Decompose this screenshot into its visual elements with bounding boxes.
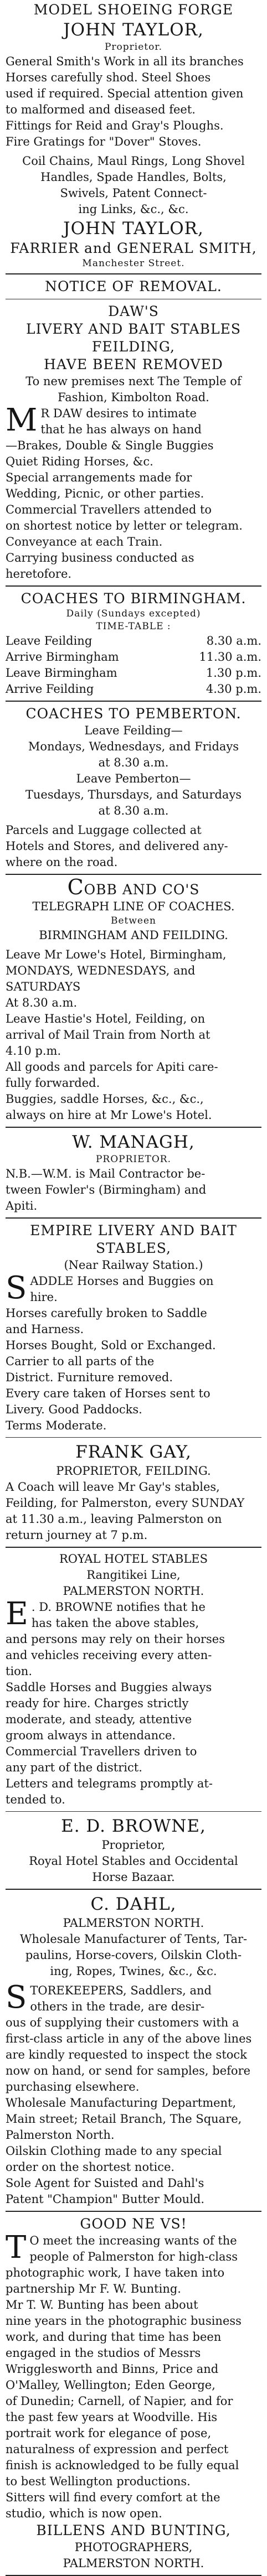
text-line: to malformed and diseased feet. (6, 103, 196, 116)
timetable-row (6, 665, 261, 681)
billens-trade: PHOTOGRAPHERS, (74, 2541, 193, 2554)
cobb-and-co-ad (6, 875, 261, 1123)
text-line: at 8.30 a.m. (98, 804, 169, 817)
divider (6, 585, 261, 587)
drop-cap: M (6, 402, 38, 438)
daws-heading-3: FEILDING, (92, 339, 175, 355)
text-line: purchasing elsewhere. (6, 2080, 140, 2093)
text-line: Every care taken of Horses sent to (6, 1387, 210, 1400)
text-line: ous of supplying their customers with a (6, 2016, 239, 2029)
divider (6, 1889, 261, 1890)
cobb-between: Between (110, 915, 156, 926)
forge-proprietor-name: JOHN TAYLOR, (63, 20, 204, 40)
text-line: used if required. Special attention given (6, 87, 244, 100)
text-line: TOREKEEPERS, Saddlers, and (30, 1984, 212, 1997)
divider (6, 1547, 261, 1548)
royal-hotel-stables-ad (6, 1551, 261, 1885)
divider (6, 1217, 261, 1219)
text-line: return journey at 7 p.m. (6, 1528, 148, 1542)
text-line: Mondays, Wednesdays, and Fridays (28, 740, 239, 753)
timetable-time: 4.30 p.m. (206, 682, 261, 696)
text-line: finish is acknowledged to be fully equal (6, 2459, 239, 2472)
text-line: has taken the above stables, (31, 1616, 199, 1630)
text-line: Tuesdays, Thursdays, and Saturdays (25, 788, 242, 801)
text-line: Coil Chains, Maul Rings, Long Shovel (22, 154, 245, 168)
text-line: are kindly requested to inspect the stock (6, 2048, 247, 2061)
billens-name: BILLENS AND BUNTING, (36, 2522, 231, 2538)
text-line: studio, which is now open. (6, 2507, 162, 2520)
dahl-body (6, 2095, 261, 2207)
text-line: tion. (6, 1665, 32, 1678)
divider (6, 701, 261, 702)
text-line: Fittings for Reid and Gray's Ploughs. (6, 119, 224, 132)
text-line: At 8.30 a.m. (6, 996, 78, 1009)
dahl-town: PALMERSTON NORTH. (63, 1916, 204, 1930)
text-line: heretofore. (6, 567, 72, 580)
royal-body (6, 1680, 261, 1808)
text-line: Wholesale Manufacturer of Tents, Tar- (19, 1932, 248, 1946)
good-news-intro (6, 2230, 261, 2297)
text-line: Horse Bazaar. (92, 1870, 175, 1884)
text-line: General Smith's Work in all its branches (6, 55, 244, 68)
timetable-label: TIME-TABLE : (96, 621, 171, 632)
text-line: Fire Gratings for "Dover" Stoves. (6, 135, 202, 148)
pemberton-schedule (6, 723, 261, 819)
text-line: Terms Moderate. (6, 1419, 107, 1432)
text-line: tended to. (6, 1793, 65, 1806)
text-line: naturalness of expression and perfect (6, 2443, 229, 2456)
daws-livery-ad (6, 278, 261, 582)
text-line: SATURDAYS (6, 980, 81, 993)
text-line: the past few years at Woodville. His (6, 2411, 218, 2424)
cobb-heading-2: TELEGRAPH LINE OF COACHES. (32, 900, 235, 913)
drop-cap: E (6, 1596, 28, 1632)
cobb-heading (6, 875, 261, 899)
drop-cap: C (67, 875, 84, 899)
text-line: Letters and telegrams promptly at- (6, 1777, 213, 1790)
dahl-ad (6, 1893, 261, 2207)
dahl-name: C. DAHL, (90, 1894, 177, 1914)
text-line: moderate, and steady, attentive (6, 1713, 192, 1726)
text-line: arrival of Mail Train from North at (6, 1028, 210, 1041)
text-line: always on hire at Mr Lowe's Hotel. (6, 1108, 212, 1122)
text-line: R DAW desires to intimate (40, 407, 197, 420)
text-line: Wholesale Manufacturing Department, (6, 2096, 237, 2109)
managh-body (6, 1166, 261, 1214)
empire-heading-2: STABLES, (96, 1240, 171, 1256)
timetable-place: Arrive Birmingham (6, 650, 119, 664)
text-line: Leave Pemberton— (76, 772, 191, 785)
text-line: Apiti. (6, 1199, 38, 1212)
divider (6, 2211, 261, 2212)
text-line: Sole Agent for Suisted and Dahl's (6, 2176, 204, 2190)
text-line: any part of the district. (6, 1761, 142, 1774)
text-line: Leave Mr Lowe's Hotel, Birmingham, (6, 948, 227, 961)
timetable-row (6, 681, 261, 697)
text-line: portrait work for elegance of pose, (6, 2427, 212, 2440)
royal-sub-1: Rangitikei Line, (86, 1568, 181, 1582)
royal-proprietor-name: E. D. BROWNE, (61, 1816, 206, 1836)
text-line: that he has always on hand (40, 423, 202, 436)
text-line: tween Fowler's (Birmingham) and (6, 1183, 207, 1196)
managh-name: W. MANAGH, (72, 1132, 195, 1152)
empire-body (6, 1305, 261, 1434)
text-line: nine years in the photographic business (6, 2314, 242, 2328)
text-line: O'Malley, Wellington; Eden George, (6, 2378, 215, 2392)
forge-trade: FARRIER and GENERAL SMITH, (10, 240, 257, 256)
royal-footer (6, 1853, 261, 1885)
forge-services (6, 54, 261, 150)
forge-proprietor-title: Proprietor. (104, 42, 163, 53)
forge-address: Manchester Street. (82, 258, 185, 269)
timetable-time: 11.30 a.m. (199, 650, 261, 664)
text-line: MONDAYS, WEDNESDAYS, and (6, 964, 196, 977)
timetable-place: Arrive Feilding (6, 682, 94, 696)
managh-ad (6, 1131, 261, 1214)
managh-title: PROPRIETOR. (95, 1154, 172, 1165)
text-line: All goods and parcels for Apiti care- (6, 1060, 218, 1074)
coaches-birmingham-ad (6, 590, 261, 697)
text-line: Leave Hastie's Hotel, Feilding, on (6, 1012, 206, 1025)
text-line: Quiet Riding Horses, &c. (6, 455, 153, 468)
text-line: where on the road. (6, 856, 118, 869)
text-line: Feilding, for Palmerston, every SUNDAY (6, 1496, 245, 1510)
text-line: O meet the increasing wants of the (29, 2234, 237, 2247)
model-shoeing-forge-ad (6, 1, 261, 270)
text-line: . D. BROWNE notifies that he (31, 1600, 206, 1614)
daws-sub-2: Fashion, Kimbolton Road. (58, 391, 209, 404)
text-line: Commercial Travellers driven to (6, 1745, 197, 1758)
text-line: Main street; Retail Branch, The Square, (6, 2112, 242, 2126)
text-line: groom always in attendance. (6, 1729, 176, 1742)
royal-intro (6, 1596, 261, 1680)
coaches-pemberton-heading: COACHES TO PEMBERTON. (25, 706, 242, 722)
pemberton-footer (6, 822, 261, 870)
daws-heading: DAW'S (108, 303, 159, 319)
timetable-time: 1.30 p.m. (206, 666, 261, 680)
royal-sub-2: PALMERSTON NORTH. (63, 1584, 204, 1598)
empire-intro (6, 1270, 261, 1306)
drop-cap: S (6, 1979, 27, 2015)
coaches-birmingham-heading: COACHES TO BIRMINGHAM. (20, 590, 247, 607)
text-line: work, and during that time has been (6, 2330, 222, 2344)
text-line: Hotels and Stores, and delivered any- (6, 839, 228, 853)
cobb-body (6, 947, 261, 1123)
drop-cap: S (6, 1270, 27, 1306)
text-line: Sitters will find every comfort at the (6, 2491, 220, 2504)
coaches-pemberton-ad (6, 705, 261, 870)
text-line: and Harness. (6, 1323, 84, 1336)
text-line: fully forwarded. (6, 1076, 100, 1090)
text-line: partnership Mr F. W. Bunting. (6, 2282, 181, 2295)
text-line: Commercial Travellers attended to (6, 503, 212, 516)
text-line: ready for hire. Charges strictly (6, 1697, 189, 1710)
cobb-heading-text: OBB AND CO'S (84, 882, 200, 898)
empire-livery-ad (6, 1222, 261, 1543)
text-line: photographic work, I have taken into (6, 2266, 225, 2279)
text-line: Saddle Horses and Buggies always (6, 1681, 212, 1694)
text-line: Horses Bought, Sold or Exchanged. (6, 1339, 216, 1352)
text-line: District. Furniture removed. (6, 1371, 173, 1384)
daws-body (6, 402, 261, 582)
text-line: Buggies, saddle Horses, &c., &c., (6, 1092, 204, 1106)
empire-heading: EMPIRE LIVERY AND BAIT (30, 1222, 237, 1238)
text-line: ADDLE Horses and Buggies on (30, 1274, 214, 1288)
text-line: Handles, Spade Handles, Bolts, (40, 170, 227, 184)
empire-proprietor-title: PROPRIETOR, FEILDING. (56, 1464, 211, 1478)
coaches-birmingham-sub: Daily (Sundays excepted) (66, 608, 201, 619)
divider (6, 273, 261, 274)
text-line: Livery. Good Paddocks. (6, 1403, 142, 1416)
text-line: A Coach will leave Mr Gay's stables, (6, 1480, 220, 1494)
timetable (6, 633, 261, 697)
timetable-place: Leave Feilding (6, 634, 93, 647)
text-line: Conveyance at each Train. (6, 535, 163, 548)
royal-proprietor-title: Proprietor, (101, 1838, 166, 1852)
good-news-heading: GOOD NE VS! (80, 2216, 187, 2232)
text-line: at 11.30 a.m., leaving Palmerston on (6, 1512, 222, 1526)
good-news-body (6, 2297, 261, 2522)
text-line: people of Palmerston for high-class (29, 2250, 238, 2263)
text-line: ing, Ropes, Twines, &c., &c. (50, 1965, 217, 1978)
text-line: Horses carefully shod. Steel Shoes (6, 71, 211, 84)
text-line: engaged in the studios of Messrs (6, 2346, 201, 2360)
text-line: ing Links, &c., &c. (78, 203, 189, 216)
empire-proprietor-name: FRANK GAY, (75, 1442, 192, 1462)
text-line: order on the shortest notice. (6, 2160, 175, 2174)
empire-footer (6, 1479, 261, 1543)
text-line: Royal Hotel Stables and Occidental (29, 1854, 238, 1868)
dahl-intro (6, 1979, 261, 2095)
billens-town: PALMERSTON NORTH. (63, 2557, 204, 2570)
text-line: N.B.—W.M. is Mail Contractor be- (6, 1167, 206, 1180)
daws-heading-2: LIVERY AND BAIT STABLES (26, 321, 241, 337)
text-line: and vehicles receiving every atten- (6, 1649, 212, 1662)
text-line: paulins, Horse-covers, Oilskin Cloth- (25, 1948, 242, 1962)
text-line: Swivels, Patent Connect- (60, 186, 207, 200)
timetable-time: 8.30 a.m. (206, 634, 261, 647)
daws-sub-1: To new premises next The Temple of (25, 375, 242, 388)
divider (6, 874, 261, 875)
text-line: and persons may rely on their horses (6, 1632, 225, 1646)
forge-goods (6, 153, 261, 217)
text-line: Oilskin Clothing made to any special (6, 2144, 222, 2158)
timetable-row (6, 649, 261, 665)
text-line: Palmerston North. (6, 2128, 115, 2142)
dahl-description (6, 1931, 261, 1979)
text-line: on shortest notice by letter or telegram. (6, 519, 243, 532)
text-line: others in the trade, are desir- (30, 2000, 205, 2013)
timetable-place: Leave Birmingham (6, 666, 117, 680)
forge-name-2: JOHN TAYLOR, (63, 219, 204, 239)
royal-heading: ROYAL HOTEL STABLES (59, 1552, 208, 1566)
text-line: of Dunedin; Carnell, of Napier, and for (6, 2394, 233, 2408)
divider (6, 1127, 261, 1128)
text-line: to best Wellington productions. (6, 2475, 191, 2488)
text-line: Mr T. W. Bunting has been about (6, 2298, 198, 2311)
text-line: Special arrangements made for (6, 471, 192, 484)
text-line: Horses carefully broken to Saddle (6, 1307, 207, 1320)
text-line: Parcels and Luggage collected at (6, 823, 202, 837)
text-line: at 8.30 a.m. (98, 756, 169, 769)
text-line: 4.10 p.m. (6, 1044, 61, 1058)
drop-cap: T (6, 2230, 27, 2266)
empire-sub: (Near Railway Station.) (64, 1258, 203, 1272)
divider (6, 1811, 261, 1812)
text-line: Leave Feilding— (84, 724, 183, 737)
text-line: Wrigglesworth and Binns, Price and (6, 2362, 219, 2376)
billens-bunting-ad (6, 2215, 261, 2572)
text-line: now on hand, or send for samples, before (6, 2064, 251, 2077)
daws-heading-4: HAVE BEEN REMOVED (44, 356, 223, 372)
text-line: Carrier to all parts of the (6, 1355, 155, 1368)
cobb-route: BIRMINGHAM AND FEILDING. (39, 929, 228, 942)
text-line: first-class article in any of the above lines (6, 2032, 252, 2045)
text-line: Carrying business conducted as (6, 551, 194, 564)
removal-notice: NOTICE OF REMOVAL. (45, 278, 222, 294)
text-line: hire. (30, 1290, 58, 1304)
timetable-row (6, 633, 261, 649)
text-line: Patent "Champion" Butter Mould. (6, 2193, 205, 2206)
divider (6, 1437, 261, 1438)
text-line: —Brakes, Double & Single Buggies (6, 439, 214, 452)
text-line: Wedding, Picnic, or other parties. (6, 487, 204, 500)
forge-heading: MODEL SHOEING FORGE (33, 2, 234, 18)
